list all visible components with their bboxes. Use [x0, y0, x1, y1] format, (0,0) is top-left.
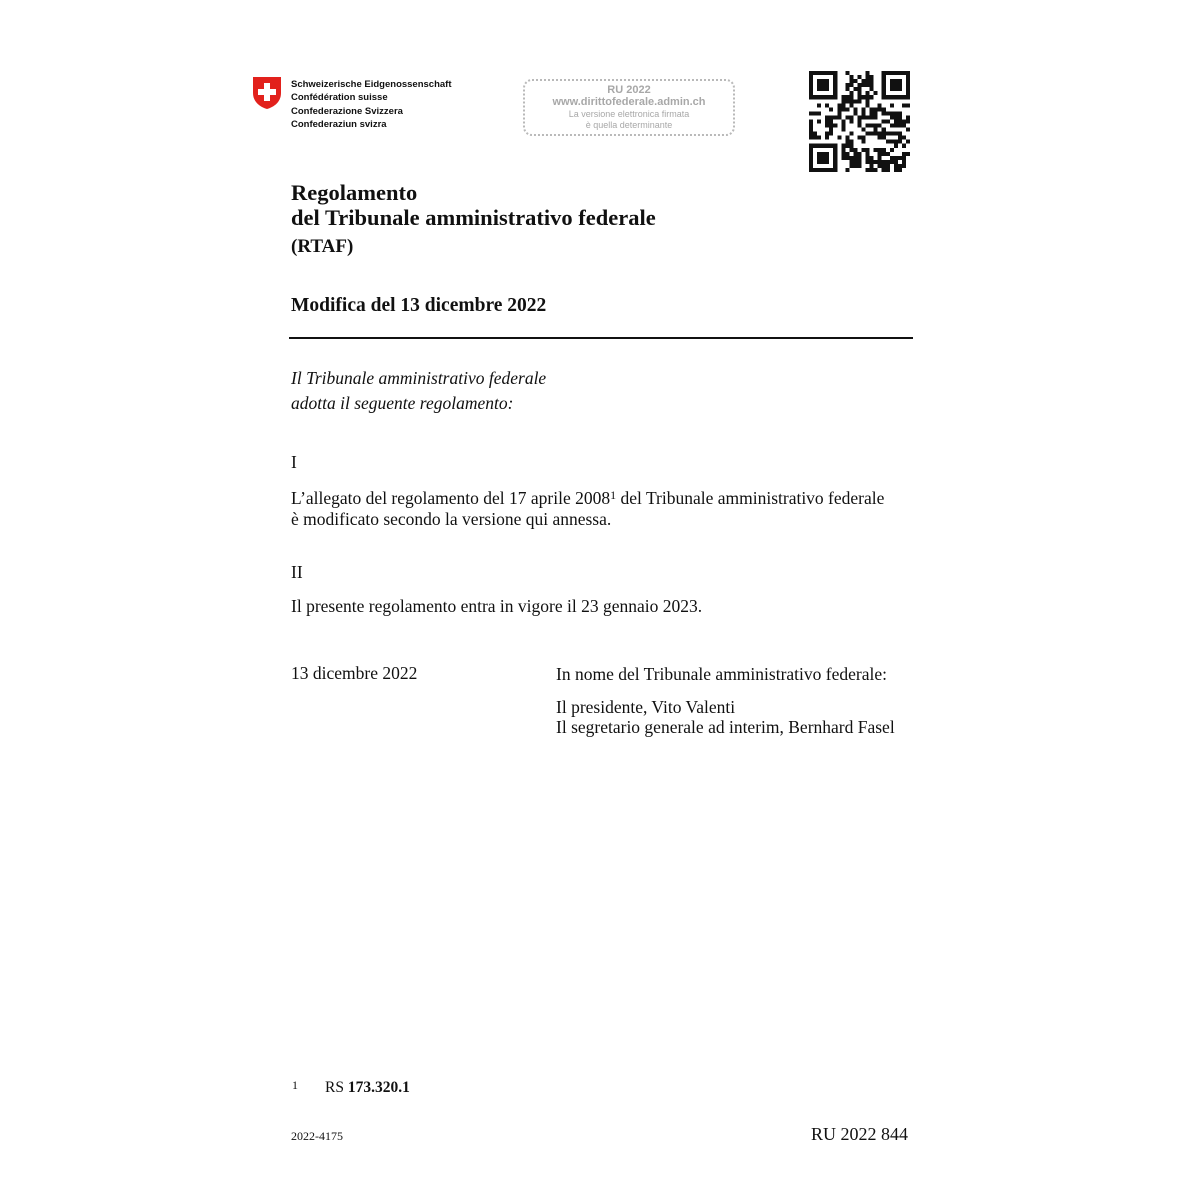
confederation-wordmark	[291, 78, 452, 131]
footnote-text	[325, 1078, 410, 1098]
section-ii-text: Il presente regolamento entra in vigore il 23 gennaio 2023.	[291, 596, 703, 616]
qr-code-icon	[809, 71, 910, 172]
preamble	[291, 366, 546, 416]
official-publication-stamp	[523, 79, 735, 136]
footnote-reference: 1	[610, 488, 617, 502]
title-line-2: del Tribunale amministrativo federale	[291, 205, 656, 230]
section-i-text	[291, 485, 916, 530]
footnote-reference-number: 173.320.1	[347, 1079, 410, 1096]
document-title	[291, 180, 656, 230]
swiss-cross-crest-icon	[252, 76, 282, 110]
section-i-line-2: è modificato secondo la versione qui annessa.	[291, 509, 612, 529]
section-i-line-1	[291, 485, 916, 509]
official-collection-reference: RU 2022 844	[811, 1124, 909, 1144]
stamp-collection-ref: RU 2022	[607, 84, 651, 96]
on-behalf-line: In nome del Tribunale amministrativo federale:	[556, 664, 887, 684]
section-i-text-after-ref: del Tribunale amministrativo federale	[616, 488, 885, 508]
preamble-line-1: Il Tribunale amministrativo federale	[291, 368, 547, 388]
confederation-name-it: Confederazione Svizzera	[291, 105, 403, 117]
confederation-name-rm: Confederaziun svizra	[291, 118, 387, 130]
document-number: 2022-4175	[291, 1129, 343, 1143]
title-divider	[289, 337, 913, 339]
preamble-line-2: adotta il seguente regolamento:	[291, 393, 514, 413]
confederation-name-de: Schweizerische Eidgenossenschaft	[291, 79, 452, 90]
footnote-number: 1	[292, 1078, 298, 1092]
title-abbreviation: (RTAF)	[291, 236, 354, 257]
president-signatory: Il presidente, Vito Valenti	[556, 697, 736, 717]
amendment-date-heading: Modifica del 13 dicembre 2022	[291, 295, 547, 316]
section-i-text-before-ref: L’allegato del regolamento del 17 aprile 2008	[291, 488, 611, 508]
stamp-note-2: è quella determinante	[585, 120, 673, 130]
stamp-website: www.dirittofederale.admin.ch	[552, 96, 706, 108]
title-line-1: Regolamento	[291, 180, 418, 205]
section-numeral-i: I	[291, 452, 297, 472]
secretary-signatory: Il segretario generale ad interim, Bernhard Fasel	[556, 717, 895, 737]
stamp-note-1: La versione elettronica firmata	[568, 109, 690, 119]
confederation-name-fr: Confédération suisse	[291, 92, 388, 104]
footnote-prefix: RS	[325, 1079, 348, 1096]
section-numeral-ii: II	[291, 562, 303, 582]
signature-date: 13 dicembre 2022	[291, 663, 418, 683]
